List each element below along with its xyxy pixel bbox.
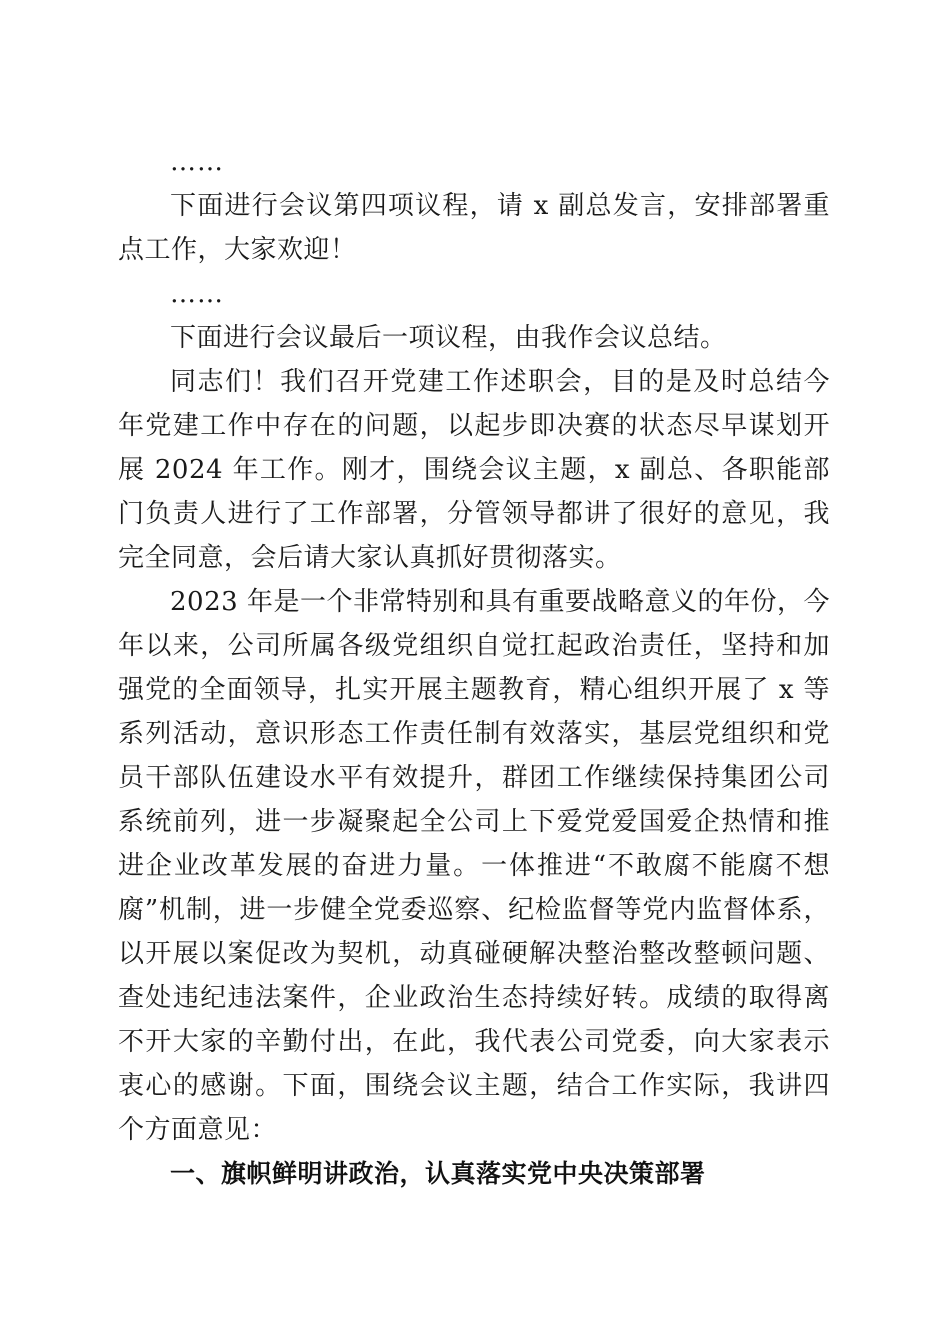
paragraph-opening-remarks: 同志们！我们召开党建工作述职会，目的是及时总结今年党建工作中存在的问题，以起步即决赛的状态尽早谋划开展 2024 年工作。刚才，围绕会议主题，x 副总、各职能部门负责人进行了工作部署，分管领导都讲了很好的意见，我完全同意，会后请大家认真抓好贯彻落实。 [118, 367, 830, 573]
paragraph-agenda-final: 下面进行会议最后一项议程，由我作会议总结。 [170, 323, 727, 353]
section-heading-one: 一、旗帜鲜明讲政治，认真落实党中央决策部署 [170, 1159, 706, 1188]
document-body [118, 140, 830, 1196]
paragraph-agenda-four: 下面进行会议第四项议程，请 x 副总发言，安排部署重点工作，大家欢迎！ [118, 191, 830, 265]
paragraph-2023-review: 2023 年是一个非常特别和具有重要战略意义的年份，今年以来，公司所属各级党组织自觉扛起政治责任，坚持和加强党的全面领导，扎实开展主题教育，精心组织开展了 x 等系列活动，意识形态工作责任制有效落实，基层党组织和党员干部队伍建设水平有效提升，群团工作继续保持集团公司系统前列，进一步凝聚起全公司上下爱党爱国爱企热情和推进企业改革发展的奋进力量。一体推进“不敢腐不能腐不想腐”机制，进一步健全党委巡察、纪检监督等党内监督体系，以开展以案促改为契机，动真碰硬解决整治整改整顿问题、查处违纪违法案件，企业政治生态持续好转。成绩的取得离不开大家的辛勤付出，在此，我代表公司党委，向大家表示衷心的感谢。下面，围绕会议主题，结合工作实际，我讲四个方面意见： [118, 587, 830, 1145]
ellipsis-line: …… [170, 147, 224, 177]
ellipsis-line: …… [170, 279, 224, 309]
